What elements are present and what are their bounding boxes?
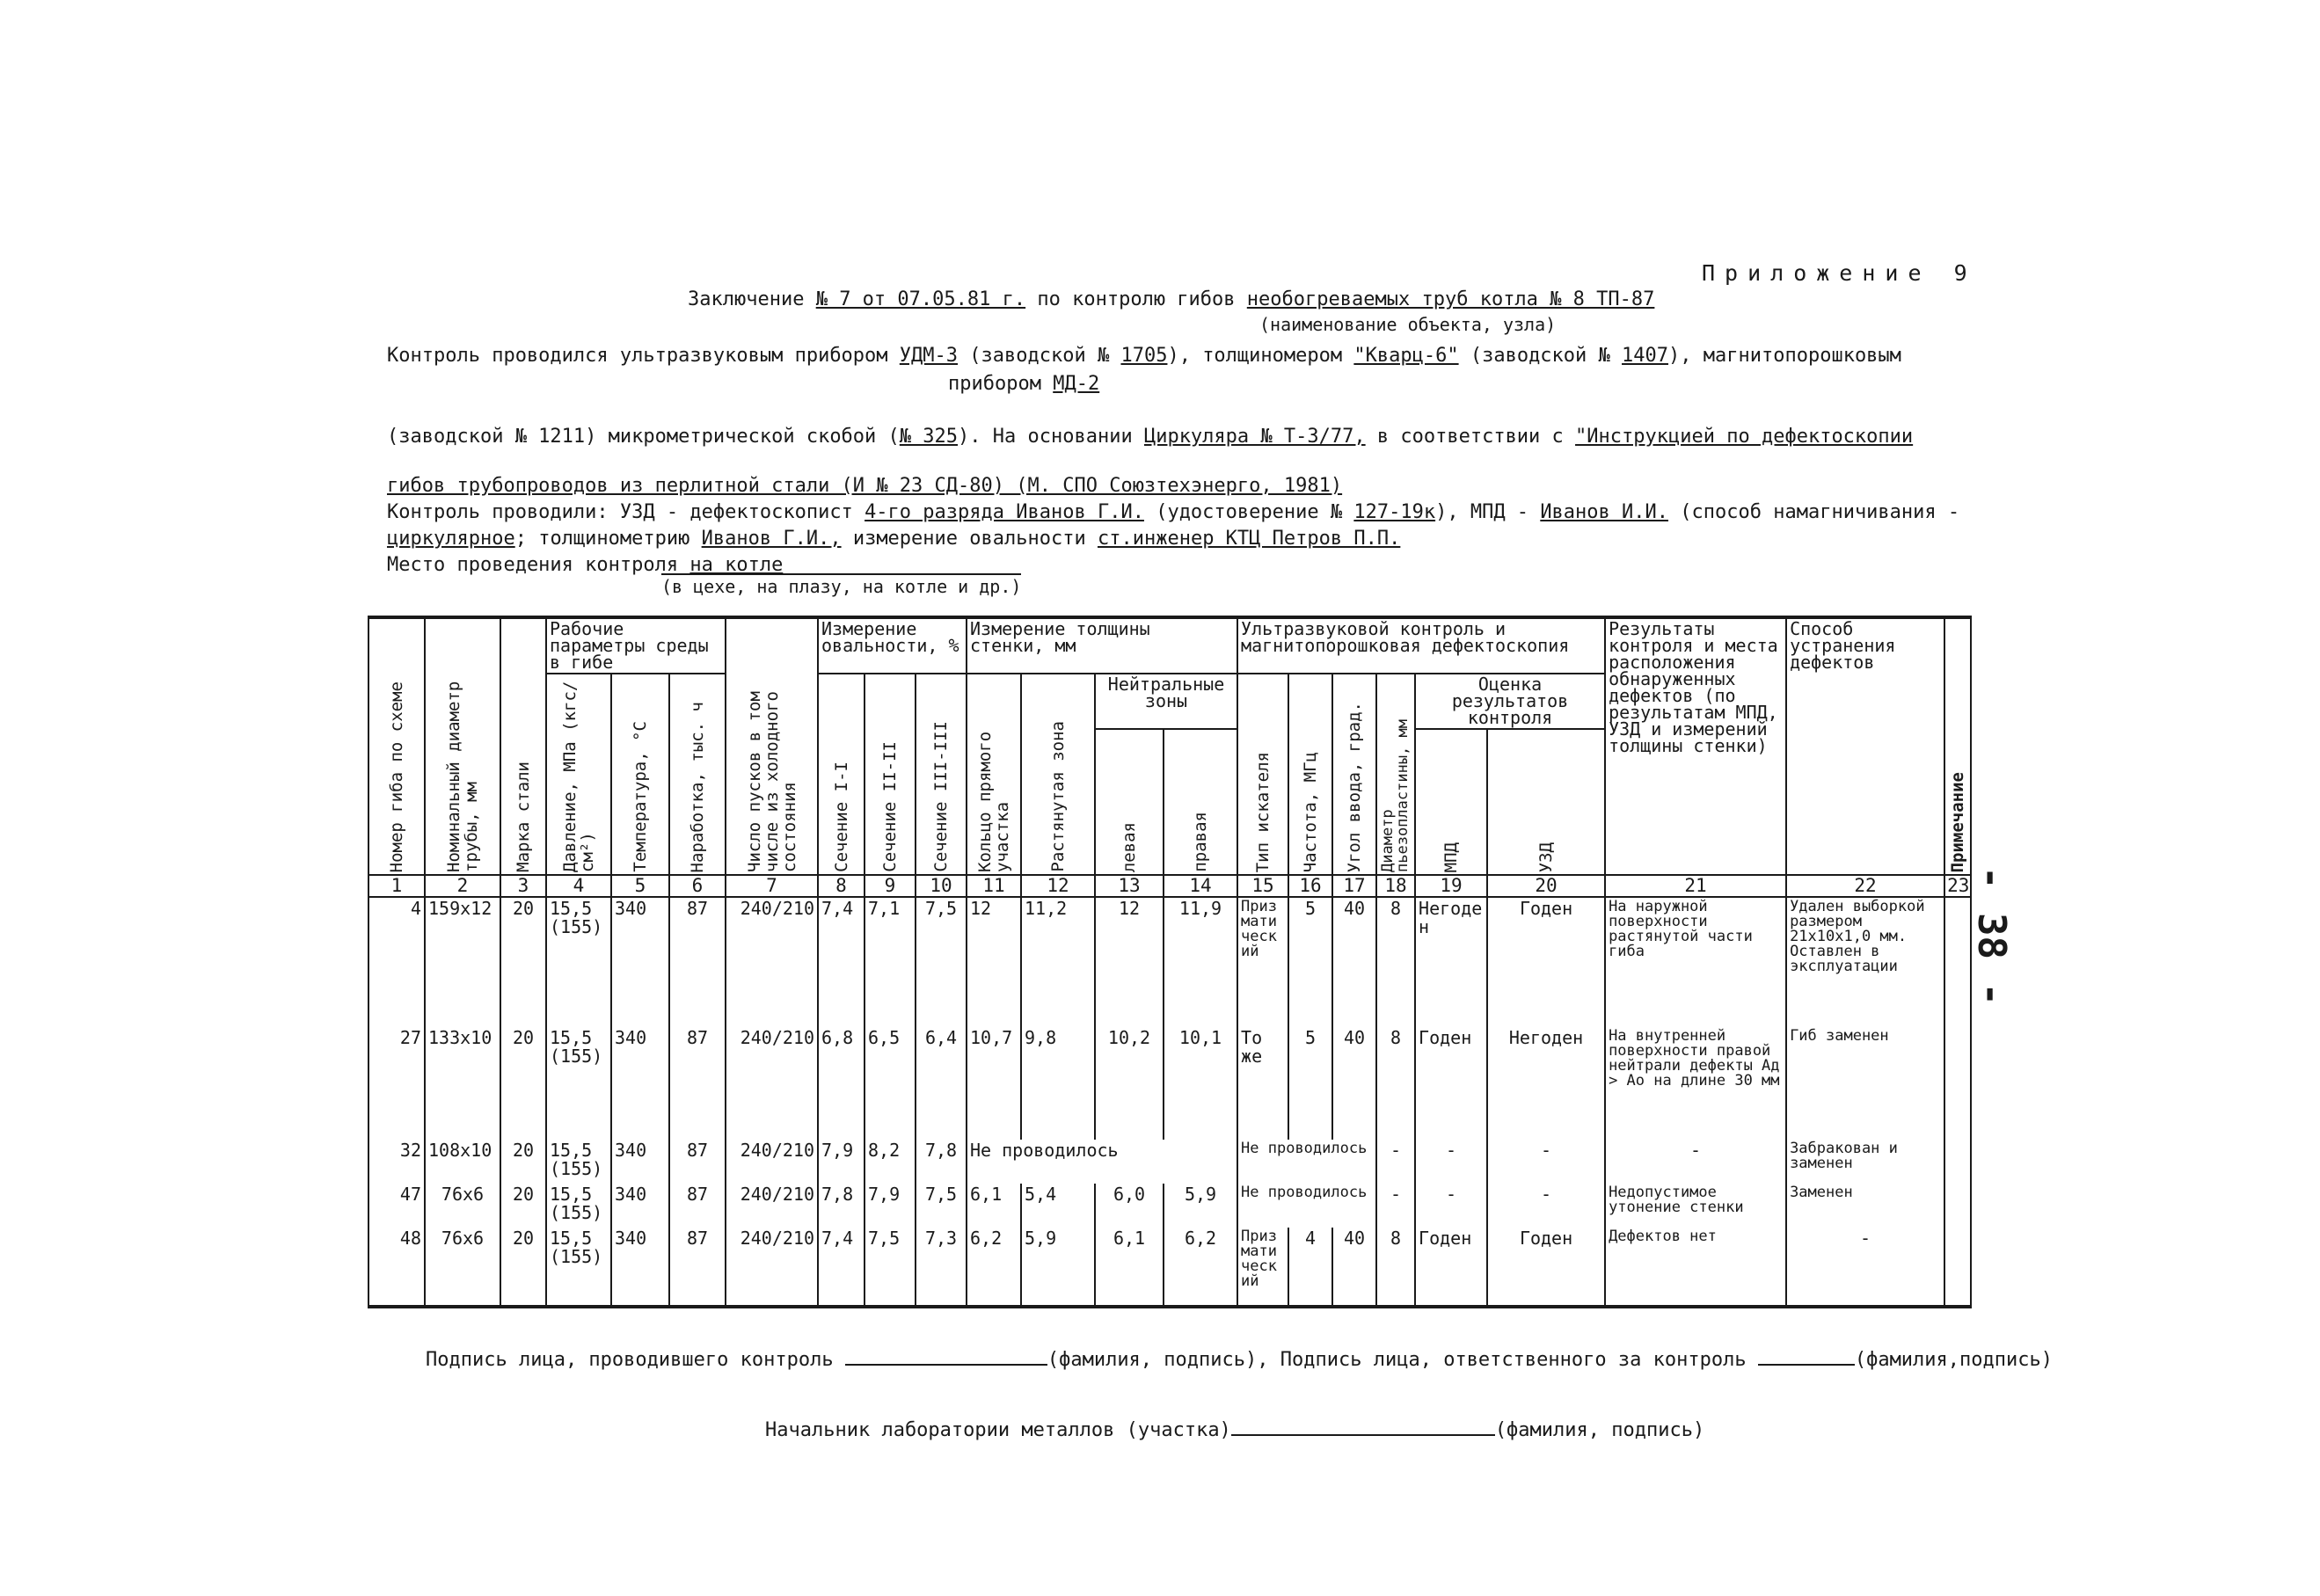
col-number: 3 bbox=[500, 875, 546, 897]
col-number: 14 bbox=[1164, 875, 1237, 897]
col-number: 6 bbox=[669, 875, 726, 897]
cell-uzd: Годен bbox=[1487, 897, 1605, 1027]
cell-uzd: - bbox=[1487, 1184, 1605, 1228]
col-number: 19 bbox=[1415, 875, 1487, 897]
col-header-1 bbox=[368, 617, 425, 875]
text: (заводской № bbox=[1458, 345, 1623, 367]
header-text: Число пусков в том числе из холодного состояния bbox=[744, 691, 799, 872]
col-header-19 bbox=[1415, 729, 1487, 875]
cell-ring: 12 bbox=[967, 897, 1021, 1027]
column-numbers-row bbox=[368, 875, 1971, 897]
col-number: 16 bbox=[1288, 875, 1332, 897]
text: Контроль проводили: УЗД - дефектоскопист bbox=[387, 501, 865, 523]
text: прибором bbox=[948, 373, 1054, 395]
instruction-ref: "Инструкцией по дефектоскопии bbox=[1575, 426, 1914, 448]
cell-mpd: - bbox=[1415, 1184, 1487, 1228]
text: ), магнитопорошковым bbox=[1668, 345, 1901, 367]
title-prefix: Заключение bbox=[688, 288, 816, 310]
col-number: 8 bbox=[818, 875, 865, 897]
cell-result: На внутренней поверхности правой нейтрали дефекты Ад > Ао на длине 30 мм bbox=[1605, 1027, 1786, 1140]
cell-result: - bbox=[1605, 1140, 1786, 1184]
cell-angle: 40 bbox=[1332, 1027, 1376, 1140]
cell-note bbox=[1944, 1140, 1971, 1184]
cell-probe: То же bbox=[1237, 1027, 1288, 1140]
inspectors-line bbox=[387, 501, 1959, 524]
control-devices-line bbox=[387, 345, 1901, 368]
col-header-7 bbox=[726, 617, 818, 875]
cell-ring: 6,1 bbox=[967, 1184, 1021, 1228]
cell-pressure: 15,5 (155) bbox=[546, 897, 611, 1027]
cell-note bbox=[1944, 1228, 1971, 1307]
cell-starts: 240/210 bbox=[726, 1184, 818, 1228]
signature-line-1 bbox=[426, 1349, 2053, 1372]
cell-piezo-diameter: 8 bbox=[1376, 1027, 1415, 1140]
header-text: Сечение I-I bbox=[831, 762, 851, 872]
cell-result: Дефектов нет bbox=[1605, 1228, 1786, 1307]
col-header-3 bbox=[500, 617, 546, 875]
device-1-serial: 1705 bbox=[1120, 345, 1168, 367]
col-number: 4 bbox=[546, 875, 611, 897]
cell-fix: Забракован и заменен bbox=[1786, 1140, 1944, 1184]
ovality-inspector: ст.инженер КТЦ Петров П.П. bbox=[1097, 528, 1401, 550]
col-number: 9 bbox=[865, 875, 916, 897]
header-text: Растянутая зона bbox=[1048, 721, 1068, 872]
header-text: Марка стали bbox=[514, 762, 533, 872]
title-middle: по контролю гибов bbox=[1025, 288, 1247, 310]
cell-left: 6,0 bbox=[1095, 1184, 1164, 1228]
col-number: 23 bbox=[1944, 875, 1971, 897]
cell-temperature: 340 bbox=[611, 1140, 669, 1184]
cell-stretch: 9,8 bbox=[1021, 1027, 1095, 1140]
cell-starts: 240/210 bbox=[726, 1027, 818, 1140]
table-row bbox=[368, 897, 1971, 1027]
cell-mpd: Негоден bbox=[1415, 897, 1487, 1027]
col-header-20 bbox=[1487, 729, 1605, 875]
device-1: УДМ-3 bbox=[899, 345, 959, 367]
cell-frequency: 5 bbox=[1288, 1027, 1332, 1140]
header-text: Угол ввода, град. bbox=[1345, 701, 1365, 872]
cell-ring: 6,2 bbox=[967, 1228, 1021, 1307]
cell-oval-1: 7,8 bbox=[818, 1184, 865, 1228]
cell-mpd: Годен bbox=[1415, 1027, 1487, 1140]
col-header-6 bbox=[669, 674, 726, 875]
table-row bbox=[368, 1228, 1971, 1307]
inspection-table bbox=[368, 616, 1972, 1308]
device-2: "Кварц-6" bbox=[1353, 345, 1459, 367]
cell-diameter: 76x6 bbox=[425, 1184, 500, 1228]
cell-fix: - bbox=[1786, 1228, 1944, 1307]
cell-oval-1: 7,9 bbox=[818, 1140, 865, 1184]
header-text: Наработка, тыс. ч bbox=[688, 701, 707, 872]
header-text: Номинальный диаметр трубы, мм bbox=[444, 681, 481, 872]
certificate-number: 127-19к bbox=[1353, 501, 1436, 523]
cell-bend-number: 4 bbox=[368, 897, 425, 1027]
col-number: 18 bbox=[1376, 875, 1415, 897]
col-header-10 bbox=[916, 674, 967, 875]
cell-probe: Призматический bbox=[1237, 1228, 1288, 1307]
cell-right: 10,1 bbox=[1164, 1027, 1237, 1140]
col-number: 13 bbox=[1095, 875, 1164, 897]
cell-fix: Удален выборкой размером 21х10х1,0 мм. Оставлен в эксплуатации bbox=[1786, 897, 1944, 1027]
page-number: - 38 - bbox=[1969, 866, 2014, 1006]
group-header-neutral: Нейтральные зоны bbox=[1095, 674, 1237, 729]
appendix-label: Приложение 9 bbox=[1702, 260, 1977, 286]
cell-mpd: - bbox=[1415, 1140, 1487, 1184]
cell-steel: 20 bbox=[500, 1228, 546, 1307]
text: Место проведения контроля bbox=[387, 554, 690, 576]
group-header-ultrasonic: Ультразвуковой контроль и магнитопорошковая дефектоскопия bbox=[1237, 617, 1605, 674]
cell-ring: 10,7 bbox=[967, 1027, 1021, 1140]
chief-hint: (фамилия, подпись) bbox=[1494, 1419, 1705, 1441]
magnetization-method: циркулярное bbox=[387, 528, 515, 550]
cell-hours: 87 bbox=[669, 1140, 726, 1184]
cell-probe: Не проводилось bbox=[1237, 1140, 1376, 1184]
cell-note bbox=[1944, 897, 1971, 1027]
col-number: 17 bbox=[1332, 875, 1376, 897]
cell-pressure: 15,5 (155) bbox=[546, 1027, 611, 1140]
col-number: 11 bbox=[967, 875, 1021, 897]
thickness-inspector: Иванов Г.И., bbox=[701, 528, 842, 550]
header-text: Частота, МГц bbox=[1301, 751, 1321, 872]
place-hint: (в цехе, на плазу, на котле и др.) bbox=[661, 573, 1021, 598]
signature-blank-1 bbox=[845, 1364, 1047, 1366]
cell-diameter: 133x10 bbox=[425, 1027, 500, 1140]
cell-diameter: 76x6 bbox=[425, 1228, 500, 1307]
cell-left: 12 bbox=[1095, 897, 1164, 1027]
instruction-line bbox=[387, 426, 1913, 448]
cell-bend-number: 47 bbox=[368, 1184, 425, 1228]
device-2-serial: 1407 bbox=[1622, 345, 1669, 367]
group-header-work-params: Рабочие параметры среды в гибе bbox=[546, 617, 726, 674]
cell-hours: 87 bbox=[669, 897, 726, 1027]
chief-blank bbox=[1231, 1434, 1495, 1436]
circular-ref: Циркуляра № Т-3/77, bbox=[1143, 426, 1366, 448]
cell-oval-1: 7,4 bbox=[818, 1228, 865, 1307]
col-number: 20 bbox=[1487, 875, 1605, 897]
text: измерение овальности bbox=[841, 528, 1098, 550]
cell-oval-2: 7,1 bbox=[865, 897, 916, 1027]
conclusion-title-line bbox=[688, 288, 1654, 311]
cell-temperature: 340 bbox=[611, 1228, 669, 1307]
cell-mpd: Годен bbox=[1415, 1228, 1487, 1307]
group-header-evaluation: Оценка результатов контроля bbox=[1415, 674, 1605, 729]
cell-piezo-diameter: - bbox=[1376, 1140, 1415, 1184]
cell-pressure: 15,5 (155) bbox=[546, 1228, 611, 1307]
cell-result: На наружной поверхности растянутой части гиба bbox=[1605, 897, 1786, 1027]
text: ). На основании bbox=[958, 426, 1144, 448]
inspector-uzd: 4-го разряда Иванов Г.И. bbox=[865, 501, 1144, 523]
text: Контроль проводился ультразвуковым прибором bbox=[387, 345, 900, 367]
cell-right: 5,9 bbox=[1164, 1184, 1237, 1228]
text: ; толщинометрию bbox=[514, 528, 702, 550]
cell-right: 11,9 bbox=[1164, 897, 1237, 1027]
text: ), толщиномером bbox=[1167, 345, 1354, 367]
signature-hint-2: (фамилия,подпись) bbox=[1854, 1349, 2053, 1371]
header-text: УЗД bbox=[1536, 842, 1557, 872]
cell-uzd: Негоден bbox=[1487, 1027, 1605, 1140]
col-header-8 bbox=[818, 674, 865, 875]
cell-result: Недопустимое утонение стенки bbox=[1605, 1184, 1786, 1228]
col-header-9 bbox=[865, 674, 916, 875]
col-header-14 bbox=[1164, 729, 1237, 875]
cell-oval-3: 7,5 bbox=[916, 897, 967, 1027]
header-text: левая bbox=[1120, 821, 1139, 872]
group-header-thickness: Измерение толщины стенки, мм bbox=[967, 617, 1237, 674]
cell-temperature: 340 bbox=[611, 1184, 669, 1228]
col-header-23 bbox=[1944, 617, 1971, 875]
col-header-11 bbox=[967, 674, 1021, 875]
col-header-5 bbox=[611, 674, 669, 875]
signature-label-2: Подпись лица, ответственного за контроль bbox=[1280, 1349, 1747, 1371]
object-name: необогреваемых труб котла № 8 ТП-87 bbox=[1246, 288, 1655, 310]
header-text: правая bbox=[1191, 812, 1211, 872]
cell-hours: 87 bbox=[669, 1027, 726, 1140]
text: в соответствии с bbox=[1365, 426, 1576, 448]
cell-oval-1: 7,4 bbox=[818, 897, 865, 1027]
col-header-21: Результаты контроля и места расположения обнаруженных дефектов (по результатам МПД, УЗД и измерений толщины стенки) bbox=[1605, 617, 1786, 875]
cell-hours: 87 bbox=[669, 1228, 726, 1307]
signature-hint-1: (фамилия, подпись), bbox=[1047, 1349, 1269, 1371]
cell-bend-number: 27 bbox=[368, 1027, 425, 1140]
group-header-ovality: Измерение овальности, % bbox=[818, 617, 967, 674]
cell-oval-3: 7,8 bbox=[916, 1140, 967, 1184]
cell-probe: Не проводилось bbox=[1237, 1184, 1376, 1228]
header-text: Температура, °С bbox=[631, 721, 650, 872]
cell-oval-2: 6,5 bbox=[865, 1027, 916, 1140]
cell-stretch: 5,9 bbox=[1021, 1228, 1095, 1307]
cell-frequency: 5 bbox=[1288, 897, 1332, 1027]
header-text: Сечение II-II bbox=[880, 741, 900, 872]
cell-piezo-diameter: - bbox=[1376, 1184, 1415, 1228]
instruction-ref-cont: гибов трубопроводов из перлитной стали (И № 23 СД-80) (М. СПО Союзтехэнерго, 1981) bbox=[387, 475, 1343, 497]
cell-pressure: 15,5 (155) bbox=[546, 1184, 611, 1228]
chief-label: Начальник лаборатории металлов (участка) bbox=[765, 1419, 1231, 1441]
col-number: 10 bbox=[916, 875, 967, 897]
header-text: Диаметр пьезопластины, мм bbox=[1379, 719, 1412, 872]
text: (заводской № bbox=[958, 345, 1121, 367]
cell-steel: 20 bbox=[500, 897, 546, 1027]
cell-uzd: Годен bbox=[1487, 1228, 1605, 1307]
header-text: Тип искателя bbox=[1253, 751, 1273, 872]
col-header-12 bbox=[1021, 674, 1095, 875]
text: (удостоверение № bbox=[1143, 501, 1354, 523]
cell-starts: 240/210 bbox=[726, 1228, 818, 1307]
cell-fix: Заменен bbox=[1786, 1184, 1944, 1228]
cell-uzd: - bbox=[1487, 1140, 1605, 1184]
header-text: Номер гиба по схеме bbox=[387, 681, 406, 872]
cell-stretch: 11,2 bbox=[1021, 897, 1095, 1027]
col-header-4 bbox=[546, 674, 611, 875]
table-row bbox=[368, 1027, 1971, 1140]
cell-frequency: 4 bbox=[1288, 1228, 1332, 1307]
cell-hours: 87 bbox=[669, 1184, 726, 1228]
cell-fix: Гиб заменен bbox=[1786, 1027, 1944, 1140]
cell-temperature: 340 bbox=[611, 897, 669, 1027]
device-3-line bbox=[948, 373, 1099, 396]
col-header-18 bbox=[1376, 674, 1415, 875]
col-number: 12 bbox=[1021, 875, 1095, 897]
col-header-15 bbox=[1237, 674, 1288, 875]
col-header-22: Способ устранения дефектов bbox=[1786, 617, 1944, 875]
signature-blank-2 bbox=[1758, 1364, 1855, 1366]
col-header-17 bbox=[1332, 674, 1376, 875]
cell-piezo-diameter: 8 bbox=[1376, 1228, 1415, 1307]
cell-oval-3: 7,5 bbox=[916, 1184, 967, 1228]
header-text: Давление, МПа (кгс/см²) bbox=[560, 681, 597, 872]
cell-oval-3: 6,4 bbox=[916, 1027, 967, 1140]
cell-piezo-diameter: 8 bbox=[1376, 897, 1415, 1027]
cell-note bbox=[1944, 1027, 1971, 1140]
conclusion-number: № 7 от 07.05.81 г. bbox=[815, 288, 1026, 310]
cell-stretch: 5,4 bbox=[1021, 1184, 1095, 1228]
cell-diameter: 108x10 bbox=[425, 1140, 500, 1184]
cell-right: 6,2 bbox=[1164, 1228, 1237, 1307]
header-text: Сечение III-III bbox=[931, 721, 951, 872]
chief-signature-line bbox=[765, 1419, 1704, 1442]
cell-probe: Призматический bbox=[1237, 897, 1288, 1027]
cell-left: 6,1 bbox=[1095, 1228, 1164, 1307]
text: (способ намагничивания - bbox=[1668, 501, 1960, 523]
method-line bbox=[387, 528, 1400, 550]
header-text: МПД bbox=[1441, 842, 1462, 872]
cell-bend-number: 32 bbox=[368, 1140, 425, 1184]
header-text: Примечание bbox=[1948, 771, 1968, 872]
cell-angle: 40 bbox=[1332, 1228, 1376, 1307]
text: ), МПД - bbox=[1435, 501, 1541, 523]
cell-oval-2: 7,5 bbox=[865, 1228, 916, 1307]
text: (заводской № 1211) микрометрической скобой ( bbox=[387, 426, 900, 448]
table-row bbox=[368, 1184, 1971, 1228]
cell-oval-3: 7,3 bbox=[916, 1228, 967, 1307]
col-header-16 bbox=[1288, 674, 1332, 875]
col-number: 15 bbox=[1237, 875, 1288, 897]
control-place: на котле bbox=[689, 554, 784, 576]
col-number: 2 bbox=[425, 875, 500, 897]
cell-temperature: 340 bbox=[611, 1027, 669, 1140]
col-number: 7 bbox=[726, 875, 818, 897]
cell-oval-1: 6,8 bbox=[818, 1027, 865, 1140]
cell-bend-number: 48 bbox=[368, 1228, 425, 1307]
cell-steel: 20 bbox=[500, 1140, 546, 1184]
cell-pressure: 15,5 (155) bbox=[546, 1140, 611, 1184]
col-number: 5 bbox=[611, 875, 669, 897]
cell-note bbox=[1944, 1184, 1971, 1228]
cell-thickness-merged: Не проводилось bbox=[967, 1140, 1237, 1184]
cell-left: 10,2 bbox=[1095, 1027, 1164, 1140]
cell-starts: 240/210 bbox=[726, 1140, 818, 1184]
col-number: 21 bbox=[1605, 875, 1786, 897]
col-header-2 bbox=[425, 617, 500, 875]
object-hint: (наименование объекта, узла) bbox=[1259, 314, 1557, 335]
cell-angle: 40 bbox=[1332, 897, 1376, 1027]
signature-label-1: Подпись лица, проводившего контроль bbox=[426, 1349, 834, 1371]
table-row bbox=[368, 1140, 1971, 1184]
cell-steel: 20 bbox=[500, 1027, 546, 1140]
micrometer-number: № 325 bbox=[899, 426, 959, 448]
col-number: 1 bbox=[368, 875, 425, 897]
cell-oval-2: 8,2 bbox=[865, 1140, 916, 1184]
cell-starts: 240/210 bbox=[726, 897, 818, 1027]
inspector-mpd: Иванов И.И. bbox=[1540, 501, 1669, 523]
cell-oval-2: 7,9 bbox=[865, 1184, 916, 1228]
col-header-13 bbox=[1095, 729, 1164, 875]
cell-diameter: 159x12 bbox=[425, 897, 500, 1027]
col-number: 22 bbox=[1786, 875, 1944, 897]
device-3: МД-2 bbox=[1053, 373, 1100, 395]
cell-steel: 20 bbox=[500, 1184, 546, 1228]
header-text: Кольцо прямого участка bbox=[975, 731, 1012, 872]
